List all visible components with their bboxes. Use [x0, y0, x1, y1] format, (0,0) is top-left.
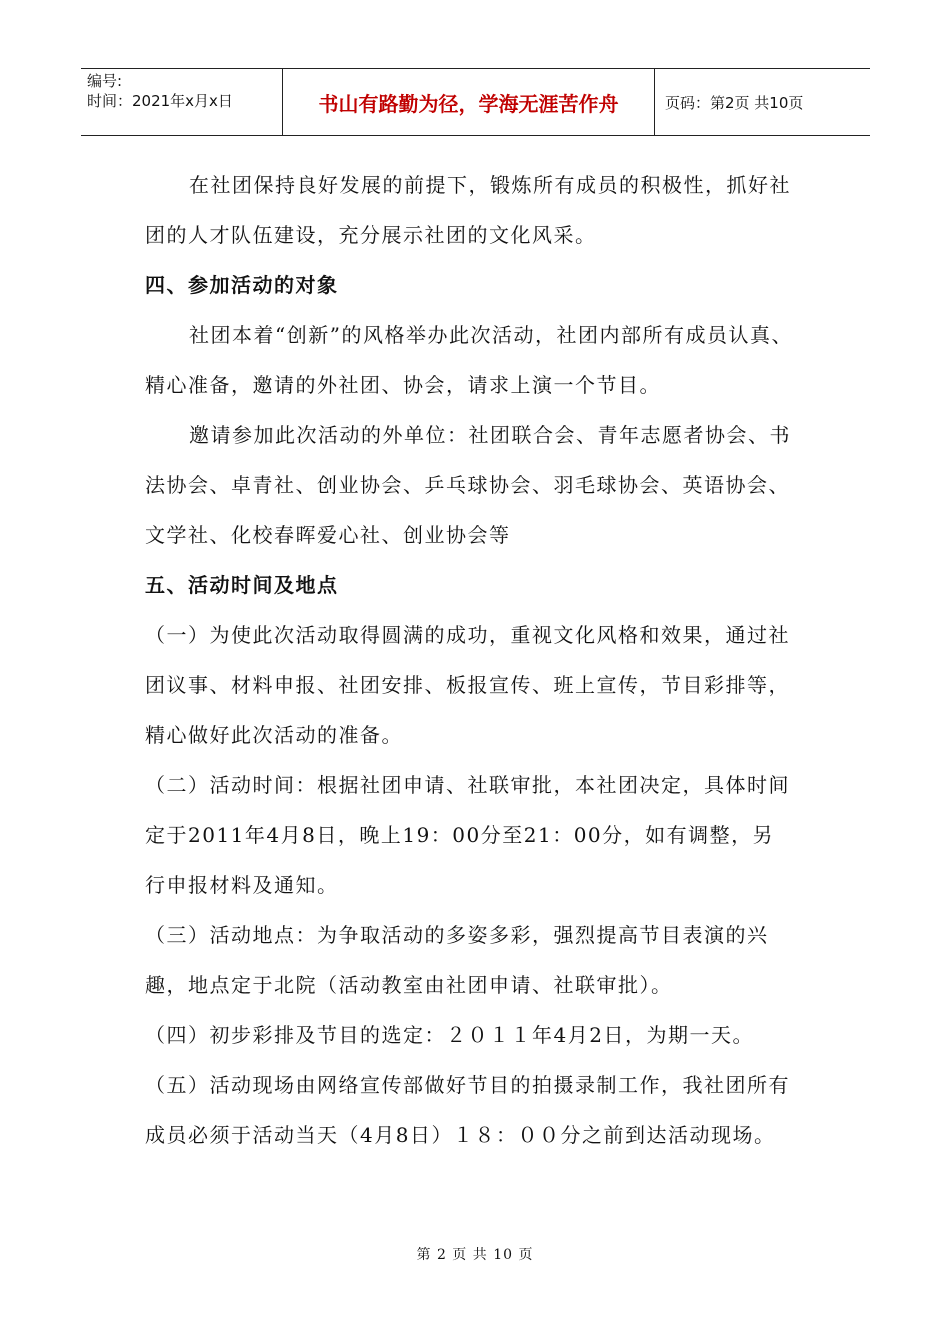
list-item: （三）活动地点：为争取活动的多姿多彩，强烈提高节目表演的兴趣，地点定于北院（活动教室由社团申请、社联审批）。: [145, 923, 769, 997]
page-header: [81, 68, 870, 136]
list-item: （一）为使此次活动取得圆满的成功，重视文化风格和效果，通过社团议事、材料申报、社团安排、板报宣传、班上宣传，节目彩排等，精心做好此次活动的准备。: [145, 623, 790, 747]
section-heading: 五、活动时间及地点: [145, 573, 339, 597]
header-page-number: 页码：第2页 共10页: [665, 93, 804, 112]
body-paragraph: 邀请参加此次活动的外单位：社团联合会、青年志愿者协会、书法协会、卓青社、创业协会、乒乓球协会、羽毛球协会、英语协会、文学社、化校春晖爱心社、创业协会等: [145, 423, 791, 547]
document-body: [145, 160, 795, 1160]
page-footer: 第 2 页 共 10 页: [416, 1247, 534, 1263]
document-number-label: 编号:: [87, 72, 123, 90]
body-paragraph: 在社团保持良好发展的前提下，锻炼所有成员的积极性，抓好社团的人才队伍建设，充分展示社团的文化风采。: [145, 173, 791, 247]
header-meta: [81, 69, 283, 135]
section-heading: 四、参加活动的对象: [145, 273, 339, 297]
document-date: 时间：2021年x月x日: [87, 92, 233, 110]
body-paragraph: 社团本着“创新”的风格举办此次活动，社团内部所有成员认真、精心准备，邀请的外社团、协会，请求上演一个节目。: [145, 323, 793, 397]
list-item: （五）活动现场由网络宣传部做好节目的拍摄录制工作，我社团所有成员必须于活动当天（4月8日）１８：００分之前到达活动现场。: [145, 1073, 790, 1147]
list-item: （四）初步彩排及节目的选定：２０１１年4月2日，为期一天。: [145, 1023, 754, 1047]
header-motto: 书山有路勤为径，学海无涯苦作舟: [283, 69, 655, 135]
list-item: （二）活动时间：根据社团申请、社联审批，本社团决定，具体时间定于2011年4月8日，晚上19：00分至21：00分，如有调整，另行申报材料及通知。: [145, 773, 790, 897]
